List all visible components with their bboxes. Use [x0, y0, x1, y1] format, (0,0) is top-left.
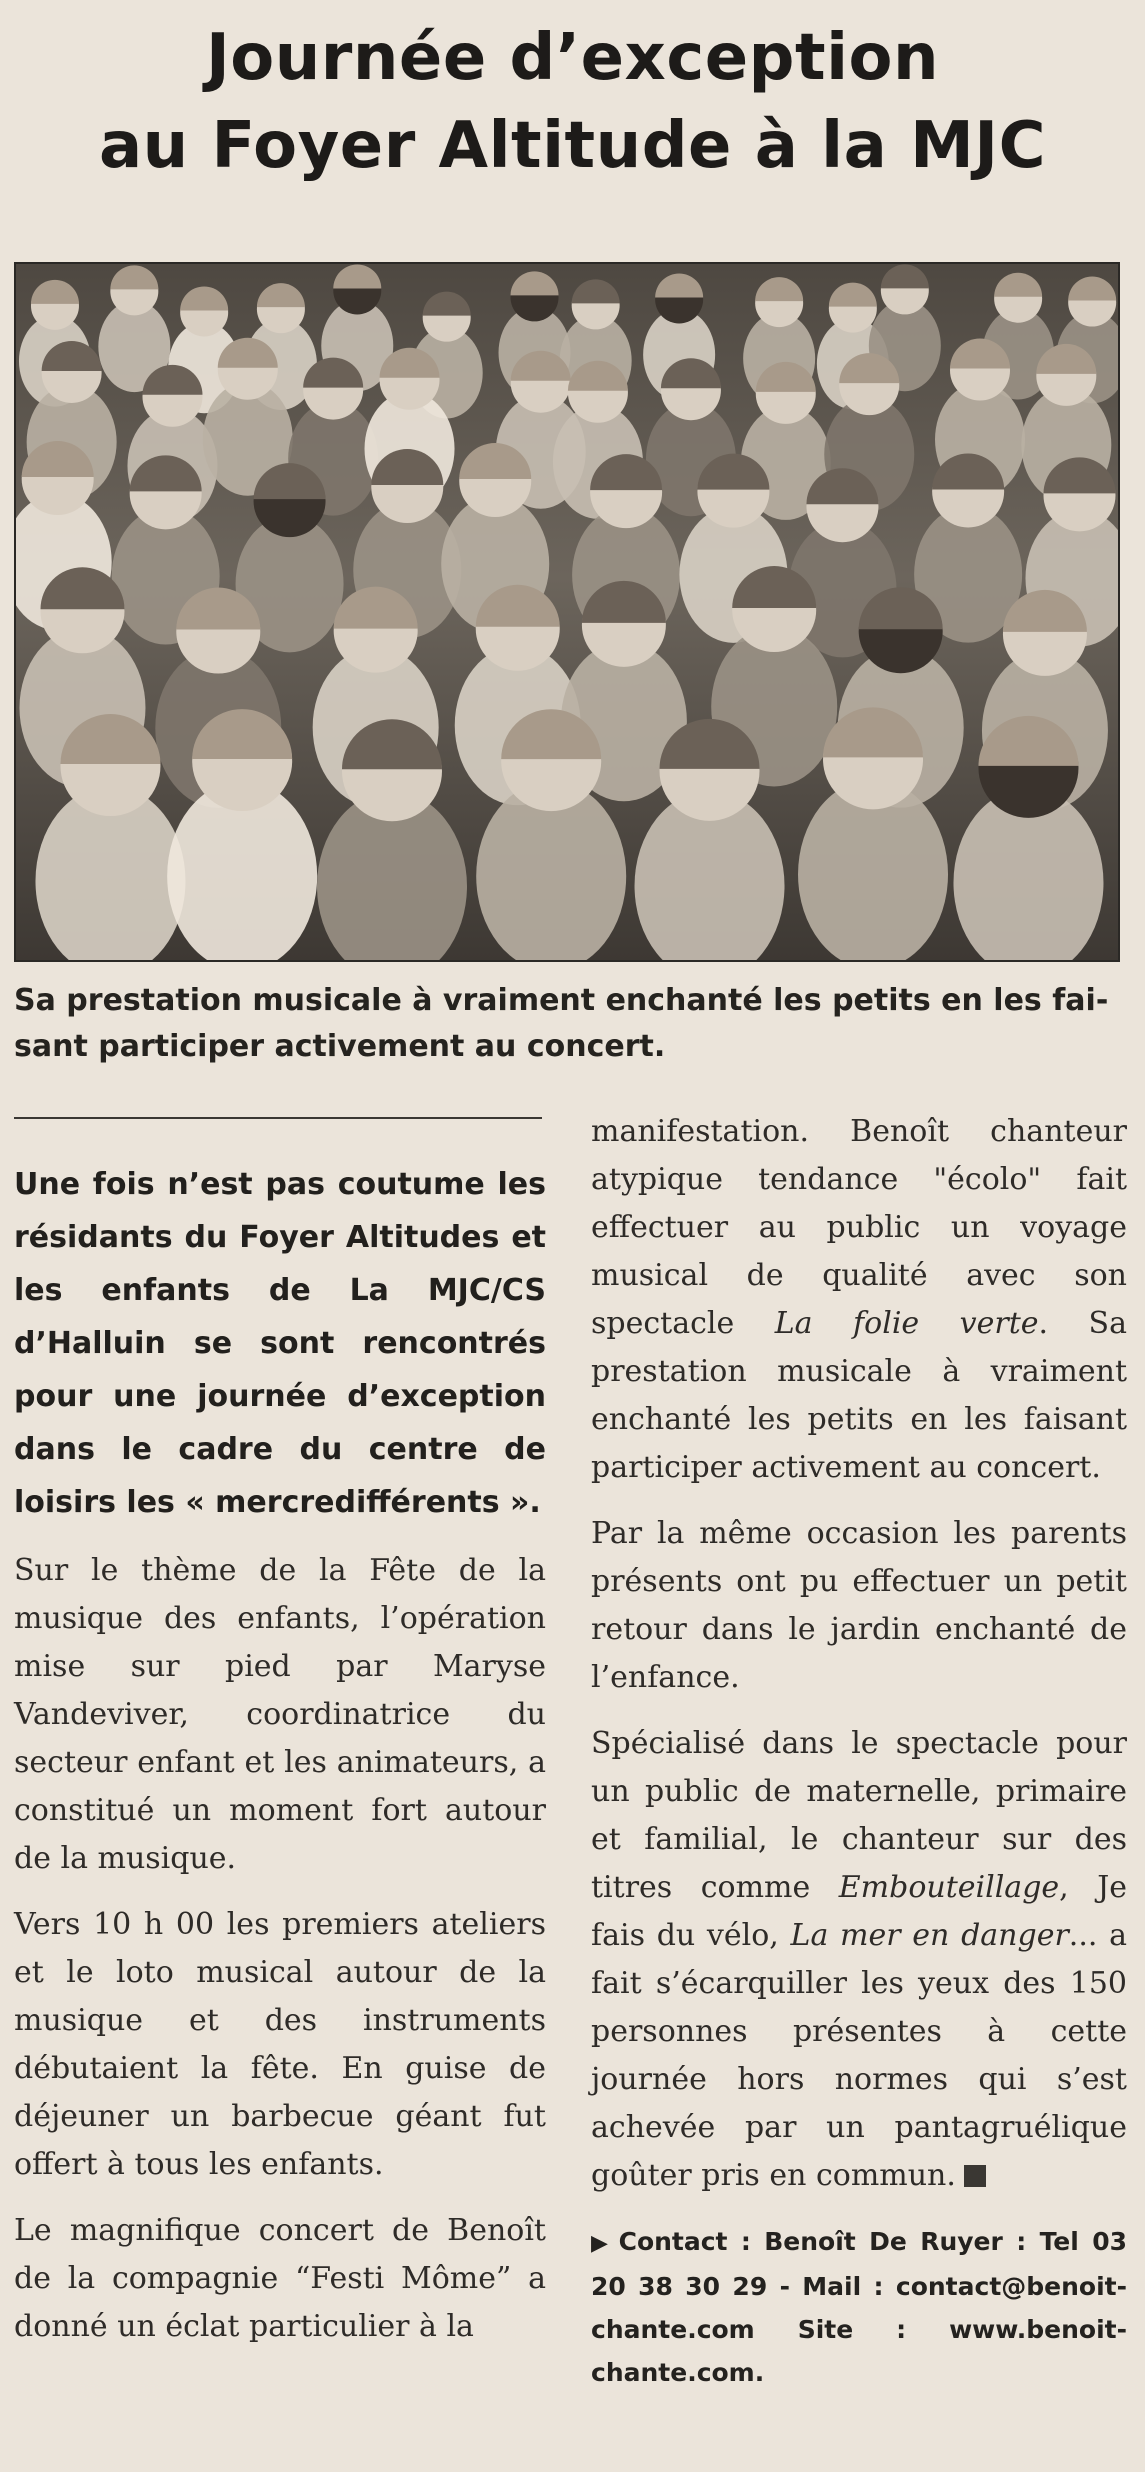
- contact-info: [591, 2220, 1127, 2394]
- contact-text: Contact : Benoît De Ruyer : Tel 03 20 38 30 29 - Mail : contact@benoit-chante.com Site : www.benoit-chante.com.: [591, 2227, 1127, 2387]
- body-paragraph: [591, 1108, 1127, 1492]
- triangle-right-icon: ▶: [591, 2231, 613, 2256]
- song-title: La mer en danger: [790, 1918, 1069, 1953]
- children-audience-photo: [16, 264, 1118, 960]
- intro-paragraph: Une fois n’est pas coutume les résidants du Foyer Altitudes et les enfants de La MJC/CS d’Halluin se sont rencontrés pour une journée d’exception dans le cadre du centre de loisirs les « mercredifférents ».: [14, 1167, 546, 1520]
- photo-caption: [14, 978, 1124, 1070]
- show-title: La folie verte: [774, 1306, 1039, 1341]
- body-paragraph: Sur le thème de la Fête de la musique des enfants, l’opération mise sur pied par Maryse Vandeviver, coordinatrice du secteur enfant et les animateurs, a constitué un moment fort autour de la musique.: [14, 1553, 546, 1876]
- concert-photo: [14, 262, 1120, 962]
- text-run: ... a fait s’écarquiller les yeux des 150 personnes présentes à cette journée hors normes qui s’est achevée par un pantagruélique goûter pris en commun.: [591, 1918, 1127, 2193]
- headline-line-2: au Foyer Altitude à la MJC: [98, 109, 1047, 183]
- body-paragraph: Le magnifique concert de Benoît de la compagnie “Festi Môme” a donné un éclat particulier à la: [14, 2213, 546, 2344]
- song-title: Embouteillage: [838, 1870, 1060, 1905]
- body-paragraph: Vers 10 h 00 les premiers ateliers et le loto musical autour de la musique et des instruments débutaient la fête. En guise de déjeuner un barbecue géant fut offert à tous les enfants.: [14, 1907, 546, 2182]
- body-paragraph: [591, 1720, 1127, 2200]
- text-run: . Sa prestation musicale à vraiment enchanté les petits en les faisant participer activement au concert.: [591, 1306, 1127, 1485]
- headline-line-1: Journée d’exception: [205, 21, 940, 95]
- text-run: , Je fais du vélo,: [591, 1870, 1128, 1953]
- text-run: Spécialisé dans le spectacle pour un public de maternelle, primaire et familial, le chanteur sur des titres comme: [591, 1726, 1127, 1905]
- end-square-icon: [964, 2165, 986, 2187]
- caption-line-2: sant participer activement au concert.: [14, 1029, 666, 1064]
- article-headline: [0, 14, 1145, 190]
- left-column: [14, 1110, 546, 2351]
- text-run: manifestation. Benoît chanteur atypique tendance "écolo" fait effectuer au public un voyage musical de qualité avec son spectacle: [591, 1114, 1127, 1341]
- right-column: [591, 1110, 1127, 2394]
- caption-line-1: Sa prestation musicale à vraiment enchanté les petits en les fai-: [14, 983, 1109, 1018]
- body-paragraph: Par la même occasion les parents présents ont pu effectuer un petit retour dans le jardin enchanté de l’enfance.: [591, 1516, 1127, 1695]
